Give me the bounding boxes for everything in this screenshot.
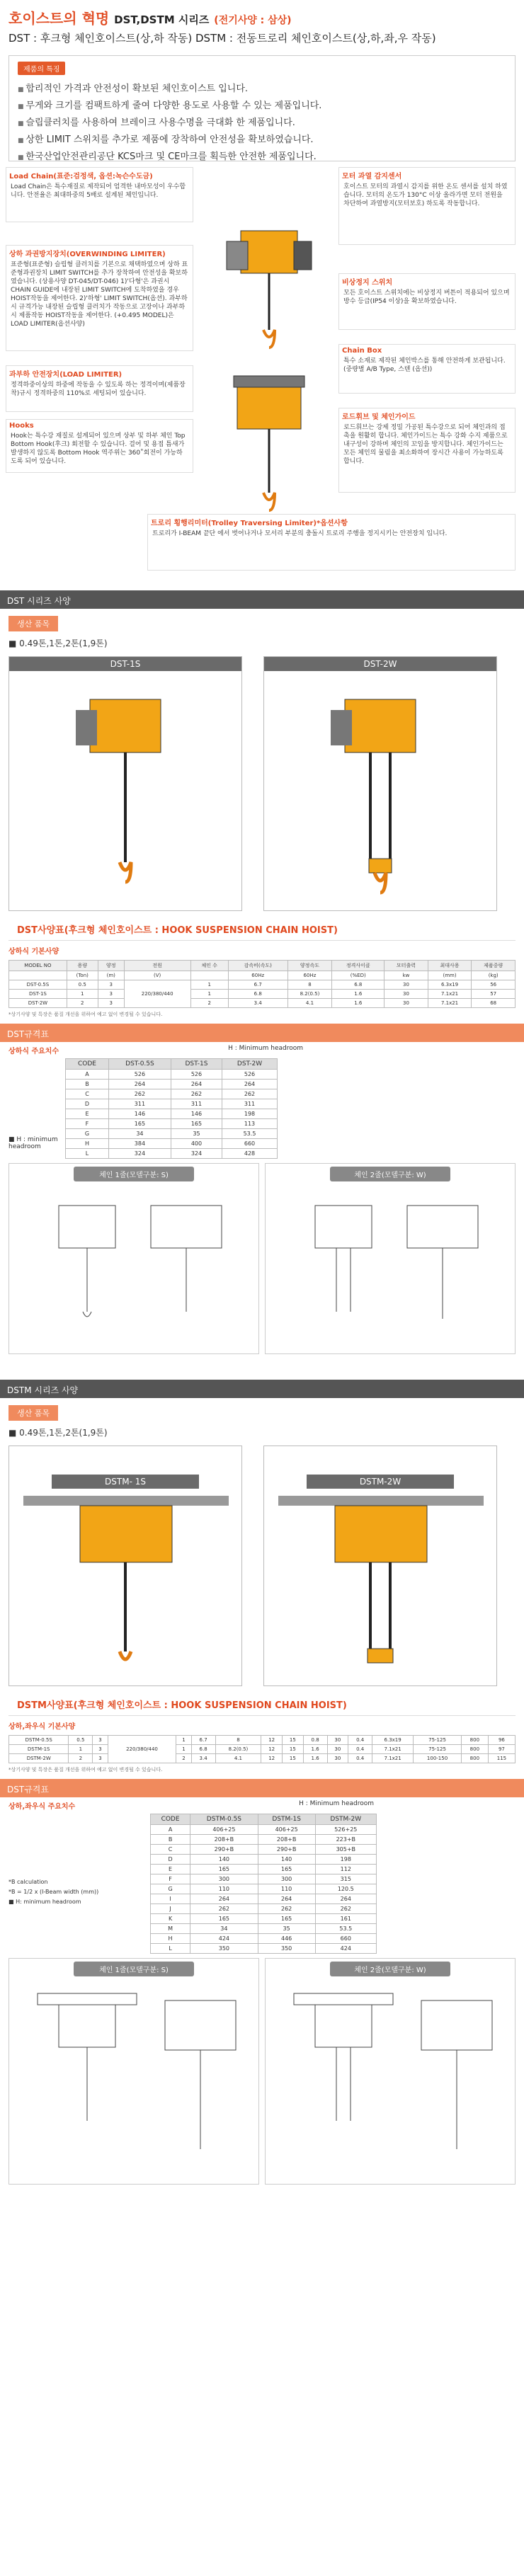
col-header: 양정속도 — [287, 961, 332, 971]
table-row: G 110 110 120.5 — [151, 1884, 377, 1894]
table-row: A 526 526 526 — [66, 1070, 278, 1080]
dstm-photo-1 — [8, 1446, 242, 1686]
dstm-drawings — [0, 1954, 524, 2189]
technical-drawing — [9, 1184, 258, 1347]
subtitle: DST : 후크형 체인호이스트(상,하 작동) DSTM : 전동트로리 체인호이스트(상,하,좌,우 작동) — [8, 32, 436, 45]
dstm-dim-subtitle: 상하,좌우식 주요치수 — [8, 1803, 76, 1811]
dstm-dim-bar: DST규격표 — [0, 1779, 524, 1797]
feature-item: ■ 한국산업안전관리공단 KCS마크 및 CE마크를 획득한 안전한 제품입니다. — [18, 149, 506, 162]
table-row: DST-1S 1 3 1 6.8 8.2(0.5) 1.6 30 7.1x21 57 — [9, 990, 516, 999]
feature-overwind — [6, 245, 193, 351]
table-header-row: CODE DSTM-0.5S DSTM-1S DSTM-2W — [151, 1814, 377, 1825]
motor-sensor-title: 모터 과열 감지센서 — [342, 173, 402, 181]
table-row: DSTM-1S 1 3 1 6.8 8.2(0.5) 12 15 1.6 30 0.4 7.1x21 75-125 800 97 — [9, 1745, 516, 1754]
header — [0, 0, 524, 50]
dst-photo-1 — [8, 656, 242, 911]
col-header: 양정 — [98, 961, 124, 971]
dstm-capacity: ■ 0.49톤,1톤,2톤(1,9톤) — [8, 1428, 108, 1438]
dstm-spec-title: DSTM사양표(후크형 체인호이스트 : HOOK SUSPENSION CHAIN HOIST) — [8, 1693, 516, 1716]
trolley-title: 트로리 횡행리미터(Trolley Traversing Limiter)*옵션사항 — [151, 520, 348, 527]
overwind-desc: 표준형(표준형) 슬립형 클러치를 기본으로 채택하였으며 상하 표준형과권장치 LIMIT SWITCH를 추가 장착하여 안전성을 확보하였습니다. (상용사양 DT-045/DT-046) 1)'다형'은 과권시 CHAIN GUIDE에 내장된 LIMIT SWITCH에 도착하였을 경우 HOIST작동을 제어한다. 2)'하형' LIMIT SWITCH(옵션). 과부하시 규격가능 내장된 슬립형 클러치가 작동으로 고장이나 과부하시 제품작동 HOIST작동을 제어한다. (+0.495 MODEL)은 LOAD LIMITER(옵션사양) — [11, 261, 188, 328]
dst-photo-2 — [263, 656, 497, 911]
motor-sensor-desc: 호이스트 모터의 과열시 감지를 위한 온도 센서를 설치 하였습니다. 모터의 온도가 130°C 이상 올라가면 모터 전원을 차단하여 과열방지(모터보호) 하도록 작동합니다. — [343, 183, 508, 207]
table-row: K 165 165 161 — [151, 1914, 377, 1924]
dstm-dim-table — [150, 1814, 377, 1954]
table-row: E 165 165 112 — [151, 1865, 377, 1874]
feature-emergency — [338, 273, 516, 330]
unit-cell: 60Hz — [228, 971, 287, 980]
load-chain-title: Load Chain(표준:검정색, 옵션:녹슨수도금) — [9, 173, 153, 181]
table-row: F 300 300 315 — [151, 1874, 377, 1884]
dstm-photo-1-caption: DSTM- 1S — [52, 1475, 199, 1489]
feature-motor-sensor — [338, 167, 516, 245]
dstm-photo-2 — [263, 1446, 497, 1686]
dst-drawing-1 — [8, 1163, 259, 1354]
dst-capacity: ■ 0.49톤,1톤,2톤(1,9톤) — [8, 639, 108, 648]
feature-roller-guide — [338, 408, 516, 493]
table-row: L 324 324 428 — [66, 1149, 278, 1159]
overload-desc: 정격하중이상의 하중에 작동을 수 있도록 하는 정격이며(제품장착)규시 정격하중의 110%로 세팅되어 있습니다. — [11, 382, 186, 397]
unit-cell: (m) — [98, 971, 124, 980]
unit-cell: (kg) — [472, 971, 516, 980]
dstm-dim-unit: H : Minimum headroom — [299, 1800, 374, 1807]
chain-box-title: Chain Box — [342, 347, 382, 355]
table-row: B 208+B 208+B 223+B — [151, 1835, 377, 1845]
overload-title: 과부하 안전장치(LOAD LIMITER) — [9, 371, 123, 379]
features-list — [18, 81, 506, 162]
table-row: M 34 35 53.5 — [151, 1924, 377, 1934]
table-row: D 140 140 198 — [151, 1855, 377, 1865]
col-header: 감속비(속도) — [228, 961, 287, 971]
unit-cell — [190, 971, 228, 980]
col-header: MODEL NO — [9, 961, 67, 971]
table-row: D 311 311 311 — [66, 1099, 278, 1109]
title-spec: (전기사양 : 삼상) — [214, 15, 292, 26]
hoist-image — [9, 671, 241, 905]
table-row: F 165 165 113 — [66, 1119, 278, 1129]
hoist-illustration — [198, 174, 333, 571]
page-title: 호이스트의 혁명 — [8, 10, 110, 27]
dst-spec-subtitle: 상하식 기본사양 — [8, 948, 59, 956]
hooks-title: Hooks — [9, 422, 34, 430]
unit-cell: kw — [385, 971, 428, 980]
dstm-drawing-1-caption: 체인 1줄(모델구분: S) — [74, 1962, 194, 1976]
dstm-spec-note: *상기사양 및 특장은 품질 개선을 위하여 예고 없이 변경될 수 있습니다. — [8, 1767, 163, 1773]
table-header-row — [9, 961, 516, 971]
title-models: DST,DSTM 시리즈 — [114, 13, 210, 26]
dst-drawing-2-caption: 체인 2줄(모델구분: W) — [330, 1167, 450, 1181]
emergency-desc: 모든 호이스트 스위치에는 비상정지 버튼이 적용되어 있으며 방수 등급(IP54 이상)을 확보하였습니다. — [343, 290, 510, 305]
col-header: 최대사용 — [428, 961, 472, 971]
table-row: H 424 446 660 — [151, 1934, 377, 1944]
table-row: DST-2W 2 3 2 3.4 4.1 1.6 30 7.1x21 68 — [9, 999, 516, 1008]
table-units-row — [9, 971, 516, 980]
dst-drawing-2 — [265, 1163, 516, 1354]
table-row: H 384 400 660 — [66, 1139, 278, 1149]
table-row: G 34 35 53.5 — [66, 1129, 278, 1139]
col-header: 모터출력 — [385, 961, 428, 971]
dst-dim-subtitle: 상하식 주요치수 — [8, 1048, 59, 1055]
col-header: 용량 — [67, 961, 98, 971]
table-row: L 350 350 424 — [151, 1944, 377, 1954]
table-header-row: CODE DST-0.5S DST-1S DST-2W — [66, 1059, 278, 1070]
unit-cell: (mm) — [428, 971, 472, 980]
feature-trolley — [147, 514, 516, 571]
dst-photo-2-caption: DST-2W — [264, 657, 496, 671]
table-row: DSTM-0.5S 0.5 3 220/380/440 1 6.7 8 12 15 0.8 30 0.4 6.3x19 75-125 800 96 — [9, 1736, 516, 1745]
emergency-title: 비상정지 스위치 — [342, 279, 393, 287]
technical-drawing — [266, 1979, 515, 2177]
technical-drawing — [9, 1979, 258, 2177]
unit-cell — [9, 971, 67, 980]
dst-photo-1-caption: DST-1S — [9, 657, 241, 671]
dstm-drawing-2 — [265, 1958, 516, 2185]
hooks-desc: Hook는 특수강 재질로 설계되어 있으며 상부 및 하부 체인 Top Bottom Hook(후크) 회전할 수 있습니다. 걸어 및 용접 틈새가 발생하지 않도록 Bottom Hook 역주위는 360˚회전이 가능하도록 되어 있습니다. — [11, 433, 186, 465]
dst-photos — [0, 652, 524, 915]
feature-item: ■ 합리적인 가격과 안전성이 확보된 체인호이스트 입니다. — [18, 81, 506, 94]
dst-product-tag: 생산 품목 — [8, 616, 58, 631]
col-header: 전원 — [124, 961, 190, 971]
dstm-drawing-1 — [8, 1958, 259, 2185]
dst-spec-note: *상기사양 및 특장은 품질 개선을 위하여 예고 없이 변경될 수 있습니다. — [8, 1012, 163, 1017]
table-row: E 146 146 198 — [66, 1109, 278, 1119]
roller-guide-desc: 로드휘브는 강제 정밀 가공된 특수강으로 되어 체인과의 접촉을 원활히 합니다. 체인가이드는 특수 강화 수지 제품으로 내구성이 강하며 체인의 꼬임을 방지합니다. 체인가이드는 모든 체인의 물림을 최소화하여 장시간 사용이 가능하도록 합니다. — [343, 424, 508, 465]
dst-dim-bar: DST규격표 — [0, 1024, 524, 1042]
table-row: J 262 262 262 — [151, 1904, 377, 1914]
feature-chain-box — [338, 344, 516, 394]
dst-spec-table — [8, 960, 516, 1008]
feature-item: ■ 무게와 크기를 컴팩트하게 줄여 다양한 용도로 사용할 수 있는 제품입니다. — [18, 98, 506, 111]
dstm-drawing-2-caption: 체인 2줄(모델구분: W) — [330, 1962, 450, 1976]
feature-item: ■ 슬립클러치를 사용하여 브레이크 사용수명을 극대화 한 제품입니다. — [18, 115, 506, 128]
unit-cell: (V) — [124, 971, 190, 980]
col-header: 제품중량 — [472, 961, 516, 971]
feature-overload — [6, 365, 193, 412]
dst-dim-unit: H : Minimum headroom — [228, 1045, 303, 1052]
dstm-spec-subtitle: 상하,좌우식 기본사양 — [8, 1723, 76, 1731]
trolley-desc: 트로리가 I-BEAM 끝단 에서 벗어나거나 모서리 부분의 충돌시 트로리 주행을 정지시키는 안전장치 입니다. — [152, 530, 448, 537]
load-chain-desc: Load Chain은 특수재질로 제작되어 엄격한 내마모성이 우수합니다. 안전율은 최대하중의 5배로 설계된 체인입니다. — [11, 183, 186, 199]
col-header: 정격사이클 — [332, 961, 385, 971]
dst-drawings — [0, 1159, 524, 1358]
table-row: I 264 264 264 — [151, 1894, 377, 1904]
dstm-section-bar: DSTM 시리즈 사양 — [0, 1380, 524, 1398]
features-box — [8, 55, 516, 161]
hoist-image — [264, 1489, 496, 1687]
dst-spec-title: DST사양표(후크형 체인호이스트 : HOOK SUSPENSION CHAIN HOIST) — [8, 918, 516, 941]
hoist-image — [9, 1489, 241, 1687]
dst-dim-table — [65, 1058, 278, 1159]
dstm-dim-notes: *B calculation *B = 1/2 x (I-Beam width (mm)) ■ H: minimum headroom — [8, 1879, 99, 1905]
feature-hooks — [6, 419, 193, 473]
features-title: 제품의 특징 — [18, 62, 65, 75]
col-header: 체인 수 — [190, 961, 228, 971]
unit-cell: 60Hz — [287, 971, 332, 980]
dstm-product-tag: 생산 품목 — [8, 1405, 58, 1421]
roller-guide-title: 로드휘브 및 체인가이드 — [342, 413, 416, 421]
dst-section-bar: DST 시리즈 사양 — [0, 590, 524, 609]
dstm-photos — [0, 1441, 524, 1690]
feature-load-chain — [6, 167, 193, 222]
table-row: C 290+B 290+B 305+B — [151, 1845, 377, 1855]
table-row: B 264 264 264 — [66, 1080, 278, 1089]
chain-box-desc: 특수 소재로 제작된 체인박스를 통해 안전하게 보관됩니다. (중량별 A/B Type, 스텐 (옵션)) — [343, 357, 506, 373]
dst-dim-label: ■ H : minimum headroom — [8, 1136, 58, 1150]
hoist-image — [264, 671, 496, 905]
technical-drawing — [266, 1184, 515, 1347]
overwind-title: 상하 과권방지장치(OVERWINDING LIMITER) — [9, 251, 166, 258]
table-row: DST-0.5S 0.5 3 220/380/440 1 6.7 8 6.8 30 6.3x19 56 — [9, 980, 516, 990]
unit-cell: (%ED) — [332, 971, 385, 980]
table-row: DSTM-2W 2 3 2 3.4 4.1 12 15 1.6 30 0.4 7.1x21 100-150 800 115 — [9, 1754, 516, 1763]
table-row: A 406+25 406+25 526+25 — [151, 1825, 377, 1835]
unit-cell: (Ton) — [67, 971, 98, 980]
table-row: C 262 262 262 — [66, 1089, 278, 1099]
feature-grid — [6, 167, 518, 585]
dstm-photo-2-caption: DSTM-2W — [307, 1475, 454, 1489]
dstm-spec-table — [8, 1735, 516, 1763]
dst-drawing-1-caption: 체인 1줄(모델구분: S) — [74, 1167, 194, 1181]
feature-item: ■ 상한 LIMIT 스위치를 추가로 제품에 장착하여 안전성을 확보하였습니다. — [18, 132, 506, 145]
